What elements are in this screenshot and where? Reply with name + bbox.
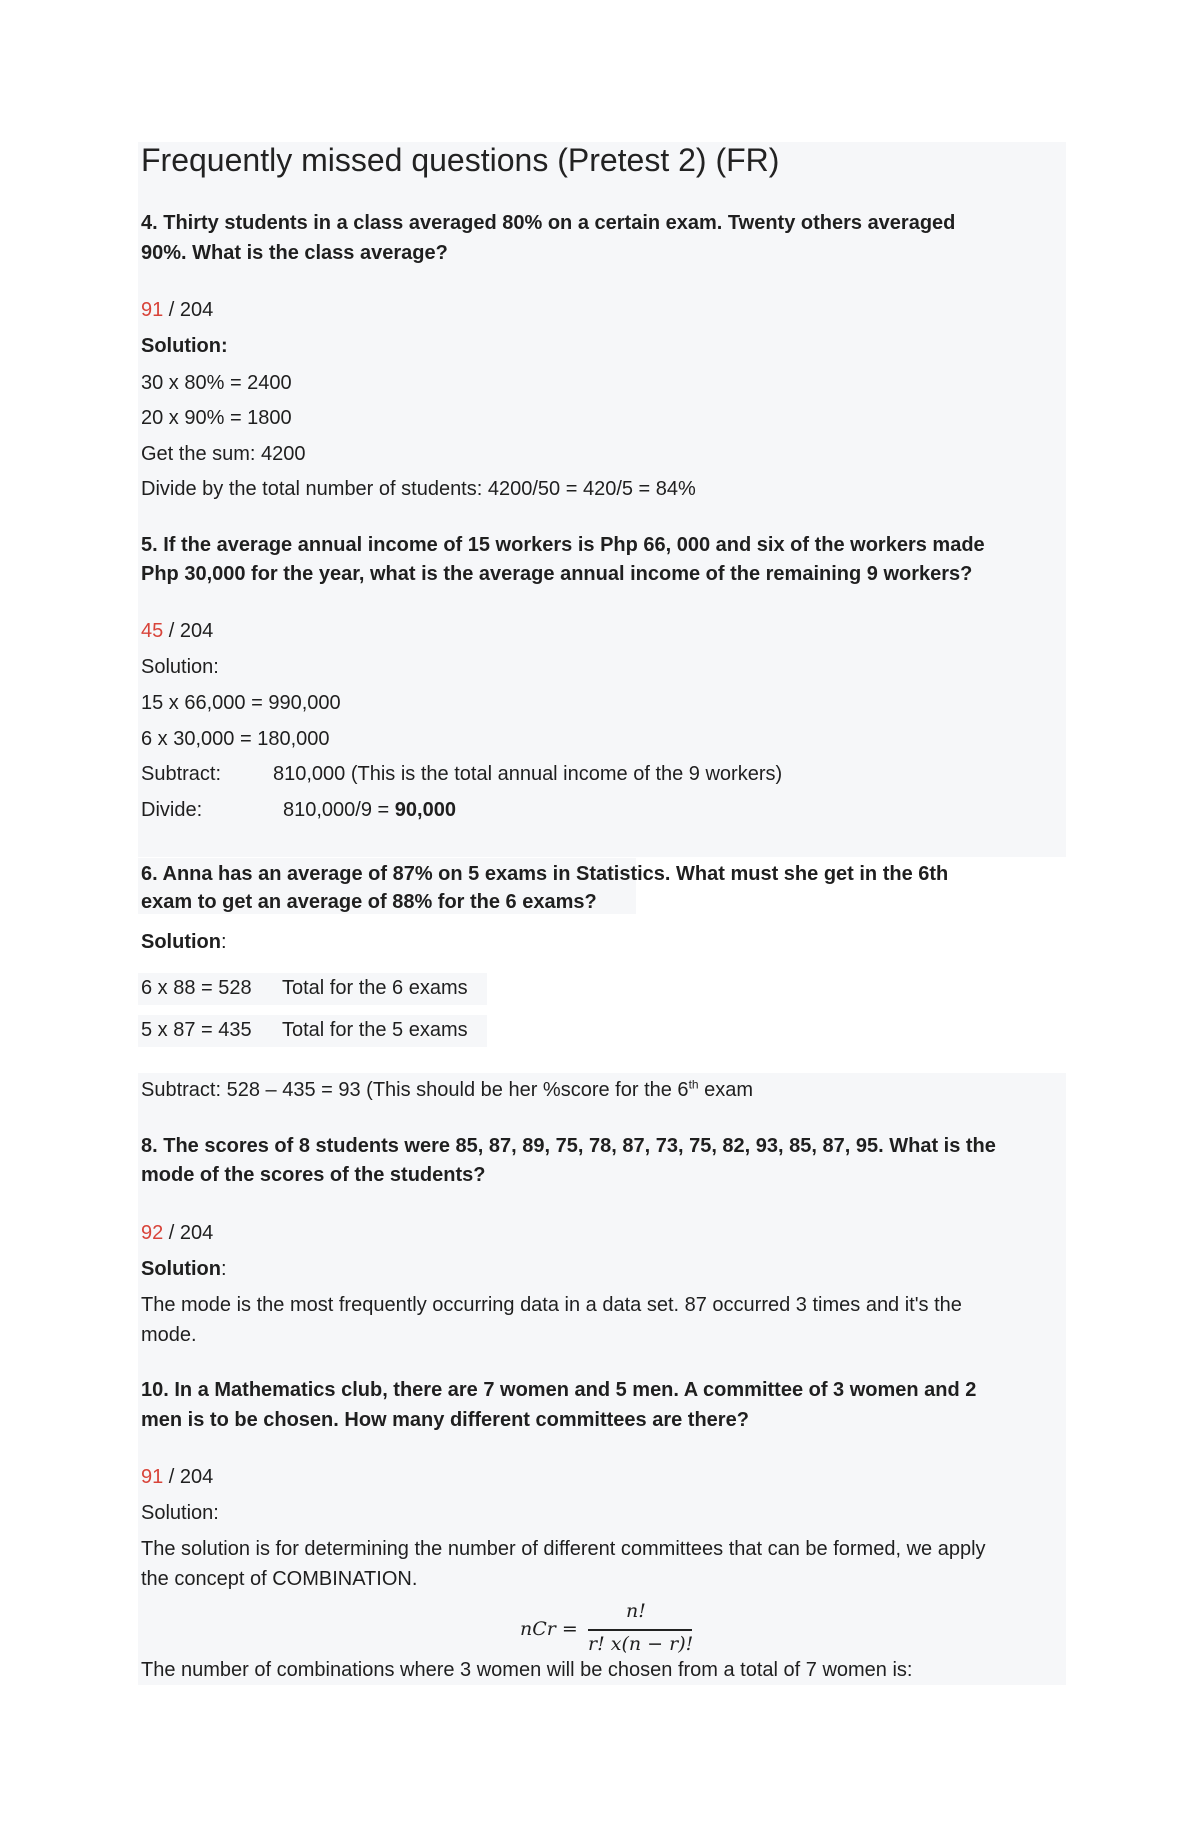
question-6-row-1-calc: 6 x 88 = 528 <box>141 977 252 999</box>
question-10-score <box>141 1464 213 1490</box>
question-4-line-1: 4. Thirty students in a class averaged 80% on a certain exam. Twenty others averaged <box>141 212 956 234</box>
question-6-row-2-desc: Total for the 5 exams <box>282 1019 468 1041</box>
correct-count: 45 <box>141 620 164 642</box>
formula-denominator: r! x(n − r)! <box>588 1633 694 1655</box>
question-8-text-line-1: The mode is the most frequently occurring data in a data set. 87 occurred 3 times and it's the <box>141 1294 962 1316</box>
subtract-end: exam <box>698 1079 754 1101</box>
fraction-bar <box>588 1629 692 1631</box>
question-8-line-2: mode of the scores of the students? <box>141 1164 486 1186</box>
total-count: / 204 <box>163 299 214 321</box>
question-10-text-line-3: The number of combinations where 3 women will be chosen from a total of 7 women is: <box>141 1659 913 1681</box>
total-count: / 204 <box>163 1466 214 1488</box>
ordinal-suffix: th <box>688 1077 699 1092</box>
question-10-line-2: men is to be chosen. How many different committees are there? <box>141 1409 749 1431</box>
divide-answer: 90,000 <box>394 799 456 821</box>
question-6-line-2: exam to get an average of 88% for the 6 exams? <box>141 891 597 913</box>
question-4-step-2: 20 x 90% = 1800 <box>141 407 292 429</box>
question-4-solution-label: Solution: <box>141 335 228 357</box>
question-4-step-1: 30 x 80% = 2400 <box>141 372 292 394</box>
subtract-text: Subtract: 528 – 435 = 93 (This should be her %score for the 6 <box>141 1079 689 1101</box>
question-8-line-1: 8. The scores of 8 students were 85, 87, 89, 75, 78, 87, 73, 75, 82, 93, 85, 87, 95. What is the <box>141 1135 996 1157</box>
question-10-text-line-2: the concept of COMBINATION. <box>141 1568 418 1590</box>
question-4-line-2: 90%. What is the class average? <box>141 242 448 264</box>
total-count: / 204 <box>163 620 214 642</box>
question-8-text-line-2: mode. <box>141 1324 197 1346</box>
question-6-line-1: 6. Anna has an average of 87% on 5 exams in Statistics. What must she get in the 6th <box>141 863 949 885</box>
divide-expression: 810,000/9 = <box>283 799 395 821</box>
question-5-line-2: Php 30,000 for the year, what is the average annual income of the remaining 9 workers? <box>141 563 973 585</box>
formula-lhs: nCr = <box>520 1618 578 1640</box>
page-title: Frequently missed questions (Pretest 2) (FR) <box>141 142 780 178</box>
question-8-score <box>141 1220 213 1246</box>
solution-colon: : <box>220 1258 227 1280</box>
question-8-solution-label <box>141 1256 227 1282</box>
formula-numerator: n! <box>626 1600 646 1622</box>
question-5-subtract-value: 810,000 (This is the total annual income of the 9 workers) <box>273 763 783 785</box>
correct-count: 91 <box>141 299 164 321</box>
question-5-solution-label: Solution: <box>141 656 219 678</box>
solution-colon: : <box>220 931 227 953</box>
question-6-row-2-calc: 5 x 87 = 435 <box>141 1019 252 1041</box>
question-5-divide-value <box>283 797 456 823</box>
question-5-step-2: 6 x 30,000 = 180,000 <box>141 728 330 750</box>
question-10-text-line-1: The solution is for determining the number of different committees that can be formed, we apply <box>141 1538 986 1560</box>
question-6-subtract <box>141 1077 753 1103</box>
question-5-subtract-label: Subtract: <box>141 763 222 785</box>
combination-formula <box>520 1600 720 1660</box>
correct-count: 91 <box>141 1466 164 1488</box>
question-6-solution-label <box>141 929 227 955</box>
total-count: / 204 <box>163 1222 214 1244</box>
question-4-step-4: Divide by the total number of students: 4200/50 = 420/5 = 84% <box>141 478 696 500</box>
question-5-score <box>141 618 213 644</box>
question-6-row-1-desc: Total for the 6 exams <box>282 977 468 999</box>
question-4-score <box>141 297 213 323</box>
question-4-step-3: Get the sum: 4200 <box>141 443 306 465</box>
question-5-step-1: 15 x 66,000 = 990,000 <box>141 692 341 714</box>
solution-word: Solution <box>141 1258 221 1280</box>
correct-count: 92 <box>141 1222 164 1244</box>
question-5-line-1: 5. If the average annual income of 15 workers is Php 66, 000 and six of the workers made <box>141 534 985 556</box>
question-10-line-1: 10. In a Mathematics club, there are 7 women and 5 men. A committee of 3 women and 2 <box>141 1379 977 1401</box>
solution-word: Solution <box>141 931 221 953</box>
question-10-solution-label: Solution: <box>141 1502 219 1524</box>
question-5-divide-label: Divide: <box>141 799 203 821</box>
